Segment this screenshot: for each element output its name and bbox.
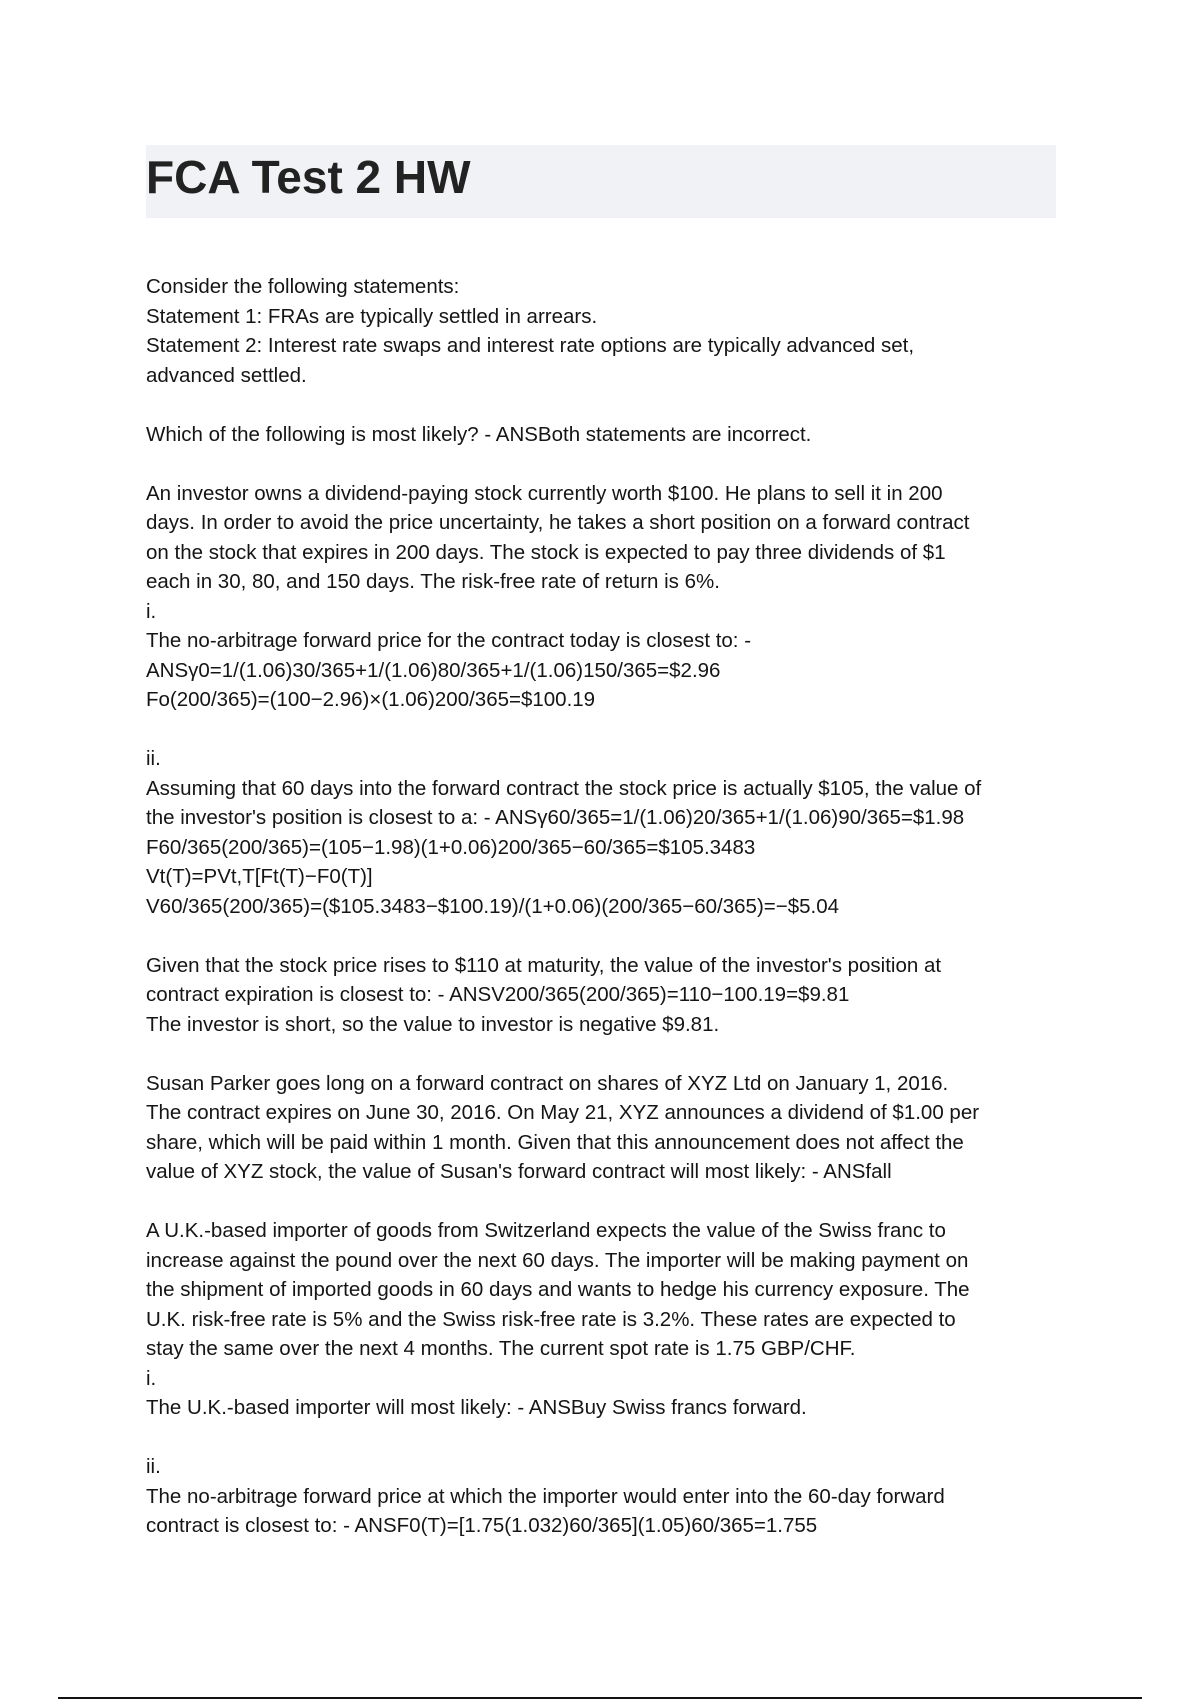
text-line: Vt(T)=PVt,T[Ft(T)−F0(T)] xyxy=(146,865,373,888)
text-line: The no-arbitrage forward price for the contract today is closest to: - xyxy=(146,629,752,652)
text-line: i. xyxy=(146,599,157,623)
text-line: The contract expires on June 30, 2016. On May 21, XYZ announces a dividend of $1.00 per xyxy=(146,1101,980,1124)
text-line: days. In order to avoid the price uncertainty, he takes a short position on a forward contract xyxy=(146,511,970,534)
text-line: Susan Parker goes long on a forward contract on shares of XYZ Ltd on January 1, 2016. xyxy=(146,1071,949,1095)
text-line: V60/365(200/365)=($105.3483−$100.19)/(1+0.06)(200/365−60/365)=−$5.04 xyxy=(146,894,840,918)
text-line: ii. xyxy=(146,747,161,770)
paragraph-gap xyxy=(146,449,1066,479)
paragraph-gap xyxy=(146,1423,1066,1453)
text-line: each in 30, 80, and 150 days. The risk-free rate of return is 6%. xyxy=(146,570,720,593)
text-line: The investor is short, so the value to investor is negative $9.81. xyxy=(146,1012,720,1036)
text-line: An investor owns a dividend-paying stock currently worth $100. He plans to sell it in 200 xyxy=(146,481,943,505)
text-line: i. xyxy=(146,1366,157,1390)
text-line: Assuming that 60 days into the forward contract the stock price is actually $105, the value of xyxy=(146,776,982,800)
footer-divider xyxy=(58,1697,1142,1699)
text-line: stay the same over the next 4 months. The current spot rate is 1.75 GBP/CHF. xyxy=(146,1337,856,1360)
text-line: increase against the pound over the next 60 days. The importer will be making payment on xyxy=(146,1248,969,1272)
text-line: The U.K.-based importer will most likely: - ANSBuy Swiss francs forward. xyxy=(146,1396,807,1419)
text-line: ANSγ0=1/(1.06)30/365+1/(1.06)80/365+1/(1.06)150/365=$2.96 xyxy=(146,658,721,682)
text-line: the investor's position is closest to a: - ANSγ60/365=1/(1.06)20/365+1/(1.06)90/365=$1.98 xyxy=(146,806,965,829)
text-line: Fo(200/365)=(100−2.96)×(1.06)200/365=$100.19 xyxy=(146,688,596,711)
text-line: The no-arbitrage forward price at which the importer would enter into the 60-day forward xyxy=(146,1484,945,1508)
text-line: ii. xyxy=(146,1455,161,1478)
text-line: value of XYZ stock, the value of Susan's forward contract will most likely: - ANSfall xyxy=(146,1160,892,1183)
text-line: F60/365(200/365)=(105−1.98)(1+0.06)200/365−60/365=$105.3483 xyxy=(146,835,756,859)
text-line: contract expiration is closest to: - ANSV200/365(200/365)=110−100.19=$9.81 xyxy=(146,983,850,1006)
document-title: FCA Test 2 HW xyxy=(146,151,471,203)
paragraph-gap xyxy=(146,1039,1066,1069)
text-line: Which of the following is most likely? - ANSBoth statements are incorrect. xyxy=(146,422,812,446)
paragraph-gap xyxy=(146,715,1066,745)
paragraph-gap xyxy=(146,390,1066,420)
text-line: Consider the following statements: xyxy=(146,275,460,298)
text-line: Given that the stock price rises to $110 at maturity, the value of the investor's position at xyxy=(146,953,942,977)
text-line: contract is closest to: - ANSF0(T)=[1.75(1.032)60/365](1.05)60/365=1.755 xyxy=(146,1514,818,1537)
document-body xyxy=(146,272,1066,1541)
text-line: A U.K.-based importer of goods from Switzerland expects the value of the Swiss franc to xyxy=(146,1219,946,1242)
paragraph-gap xyxy=(146,1187,1066,1217)
text-line: U.K. risk-free rate is 5% and the Swiss risk-free rate is 3.2%. These rates are expected to xyxy=(146,1307,956,1331)
text-line: the shipment of imported goods in 60 days and wants to hedge his currency exposure. The xyxy=(146,1278,970,1301)
paragraph-gap xyxy=(146,921,1066,951)
text-line: on the stock that expires in 200 days. The stock is expected to pay three dividends of $1 xyxy=(146,540,946,564)
text-line: Statement 1: FRAs are typically settled in arrears. xyxy=(146,304,598,328)
title-banner xyxy=(146,145,1056,218)
text-line: Statement 2: Interest rate swaps and interest rate options are typically advanced set, xyxy=(146,334,915,357)
text-line: share, which will be paid within 1 month. Given that this announcement does not affect the xyxy=(146,1130,964,1154)
text-line: advanced settled. xyxy=(146,363,307,387)
